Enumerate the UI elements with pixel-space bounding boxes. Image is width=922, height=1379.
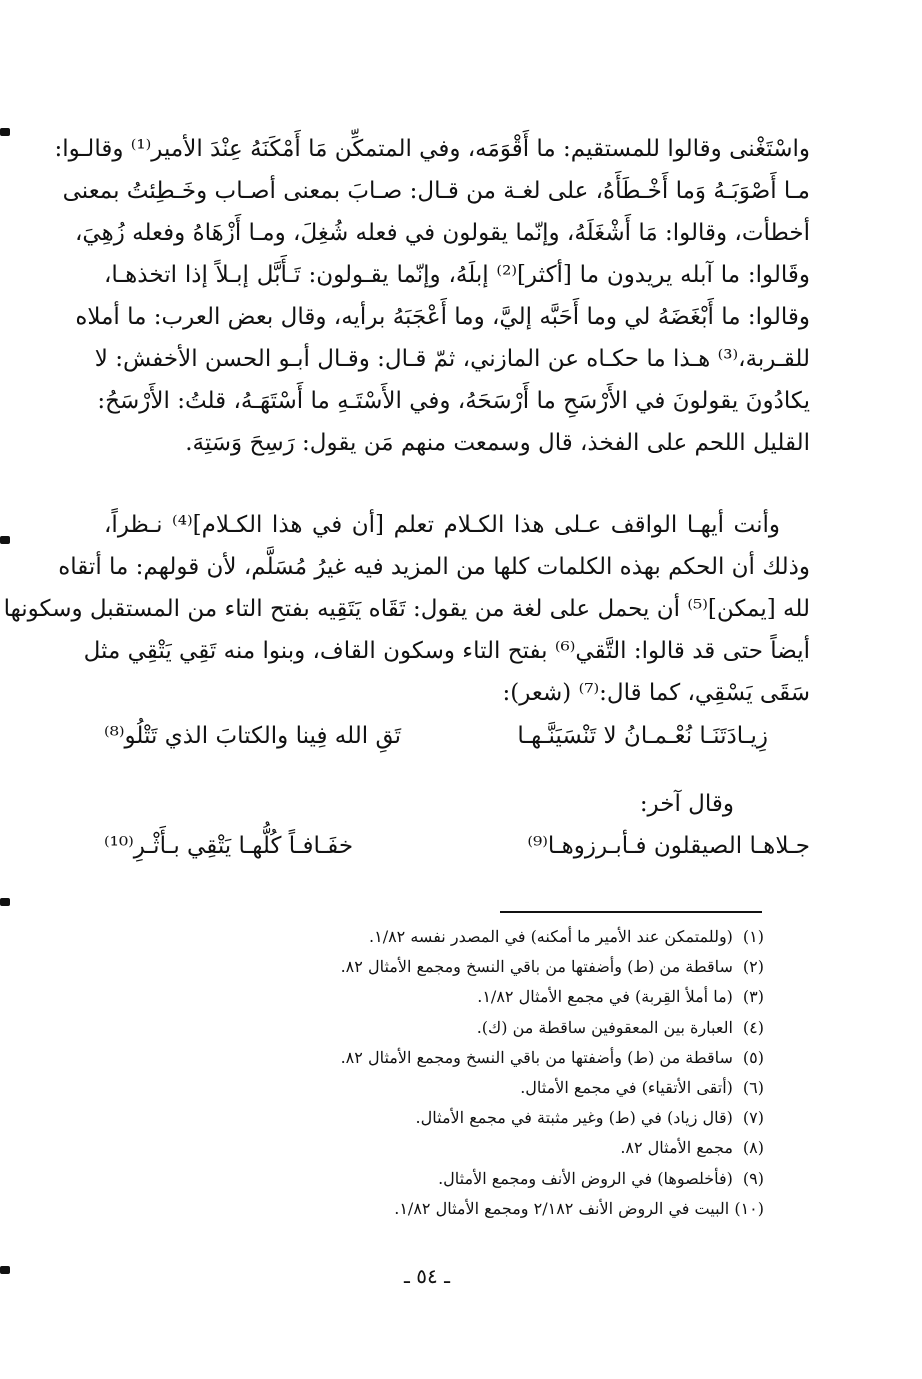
footnote-text: مجمع الأمثال ٨٢. xyxy=(620,1138,733,1158)
text-line: وقالوا: ما أَبْغَضَهُ لي وما أَحَبَّه إليَّ، وما أَعْجَبَهُ برأيه، وقال بعض العرب: ما أملاه xyxy=(75,304,810,330)
footnote-text: العبارة بين المعقوفين ساقطة من (ك). xyxy=(476,1017,733,1037)
footnote xyxy=(124,1103,764,1133)
footnote-separator xyxy=(500,911,762,913)
footnote-number: (٧) xyxy=(742,1108,764,1128)
footnote-number: (٩) xyxy=(742,1168,764,1188)
text-line: وذلك أن الحكم بهذه الكلمات كلها من المزيد فيه غيرُ مُسَلَّم، لأن قولهم: ما أتقاه xyxy=(58,554,810,580)
text-line: للقـربة،⁽³⁾ هـذا ما حكـاه عن المازني، ثمّ قـال: وقـال أبـو الحسن الأخفش: لا xyxy=(94,346,810,372)
text-line: القليل اللحم على الفخذ، قال وسمعت منهم مَن يقول: رَسِحَ وَسَتِهَ. xyxy=(185,430,810,456)
scan-mark xyxy=(0,1266,10,1274)
footnote-text: (قال زياد) في (ط) وغير مثبتة في مجمع الأمثال. xyxy=(415,1108,733,1128)
footnote xyxy=(124,1073,764,1103)
text-line: واسْتَغْنى وقالوا للمستقيم: ما أَقْوَمَه، وفي المتمكِّن مَا أَمْكَنَهُ عِنْدَ الأمير⁽¹⁾ وقالـوا: xyxy=(54,136,810,162)
footnote xyxy=(124,1194,764,1224)
verse-intro: وقال آخر: xyxy=(639,791,734,817)
footnote-text: (أتقى الأتقياء) في مجمع الأمثال. xyxy=(520,1077,733,1097)
footnote-number: (١) xyxy=(742,927,764,946)
footnote xyxy=(124,1043,764,1073)
footnote-text: (فأخلصوها) في الروض الأنف ومجمع الأمثال. xyxy=(438,1168,733,1188)
text-line: أخطأت، وقالوا: مَا أَشْغَلَهُ، وإنّما يقولون في فعله شُغِلَ، ومـا أَزْهَاهُ وفعله زُهِيَ، xyxy=(74,220,810,246)
footnote-text: (وللمتمكن عند الأمير ما أمكنه) في المصدر نفسه ١/٨٢. xyxy=(369,927,733,946)
text-line: سَقَى يَسْقِي، كما قال:⁽⁷⁾ (شعر): xyxy=(502,680,810,706)
text-line: لله [يمكن]⁽⁵⁾ أن يحمل على لغة من يقول: تَقَاه يَتَقِيه بفتح التاء من المستقبل وسكونها xyxy=(3,596,810,622)
footnote-number: (٢) xyxy=(742,957,764,977)
footnote xyxy=(124,952,764,982)
footnote-number: (٦) xyxy=(742,1077,764,1097)
footnotes xyxy=(124,922,764,1224)
text-line: أيضاً حتى قد قالوا: التَّقي⁽⁶⁾ بفتح التاء وسكون القاف، وبنوا منه تَقِي يَتْقِي مثل xyxy=(83,638,810,664)
footnote-text: البيت في الروض الأنف ٢/١٨٢ ومجمع الأمثال ١/٨٢. xyxy=(394,1198,730,1218)
text-line: يكادُونَ يقولونَ في الأَرْسَحِ ما أَرْسَحَهُ، وفي الأَسْتَـهِ ما أَسْتَهَـهُ، قلتُ: الأَرْسَحُ: xyxy=(97,388,810,414)
footnote xyxy=(124,922,764,952)
text-line: وأنت أيهـا الواقف عـلى هذا الكـلام تعلم [أن في هذا الكـلام]⁽⁴⁾ نـظراً، xyxy=(104,512,780,538)
footnote xyxy=(124,1164,764,1194)
footnote-text: ساقطة من (ط) وأضفتها من باقي النسخ ومجمع الأمثال ٨٢. xyxy=(340,1047,733,1067)
footnote xyxy=(124,1133,764,1163)
verse-second-hemistich: تَقِ الله فِينا والكتابَ الذي تَتْلُو⁽⁸⁾ xyxy=(104,723,402,749)
poetry-verse-2 xyxy=(104,826,810,866)
text-line: وقَالوا: ما آبله يريدون ما [أكثر]⁽²⁾ إبلَهُ، وإنّما يقـولون: تَـأَبَّل إبـلاً إذا اتخذهـا، xyxy=(104,262,810,288)
text-line: مـا أَصْوَبَـهُ وَما أَخْـطَأَهُ، على لغـة من قـال: صـابَ بمعنى أصـاب وخَـطِئتُ بمعنى xyxy=(62,178,810,204)
scan-mark xyxy=(0,898,10,906)
scan-mark xyxy=(0,536,10,544)
scan-mark xyxy=(0,128,10,136)
poetry-verse-1 xyxy=(104,716,810,756)
verse-first-hemistich: زِيـادَتَنَـا نُعْـمـانُ لا تَنْسَيَنَّـهـا xyxy=(517,723,768,749)
verse-second-hemistich: خفَـافـاً كُلُّهـا يَتْقِي بـأَثْـرِ⁽¹⁰⁾ xyxy=(104,833,354,859)
footnote-number: (٨) xyxy=(742,1138,764,1158)
verse-first-hemistich: جـلاهـا الصيقلون فـأبـرزوهـا⁽⁹⁾ xyxy=(527,833,810,859)
footnote xyxy=(124,982,764,1012)
footnote-number: (٤) xyxy=(742,1017,764,1037)
footnote-number: (١٠) xyxy=(734,1198,764,1218)
page-number: ـ ٥٤ ـ xyxy=(404,1264,450,1288)
footnote-text: (ما أملأ القِربة) في مجمع الأمثال ١/٨٢. xyxy=(477,987,733,1007)
footnote xyxy=(124,1013,764,1043)
paragraph-1 xyxy=(54,128,810,464)
paragraph-2 xyxy=(3,504,810,714)
footnote-number: (٥) xyxy=(742,1047,764,1067)
footnote-number: (٣) xyxy=(742,987,764,1007)
footnote-text: ساقطة من (ط) وأضفتها من باقي النسخ ومجمع الأمثال ٨٢. xyxy=(340,957,733,977)
